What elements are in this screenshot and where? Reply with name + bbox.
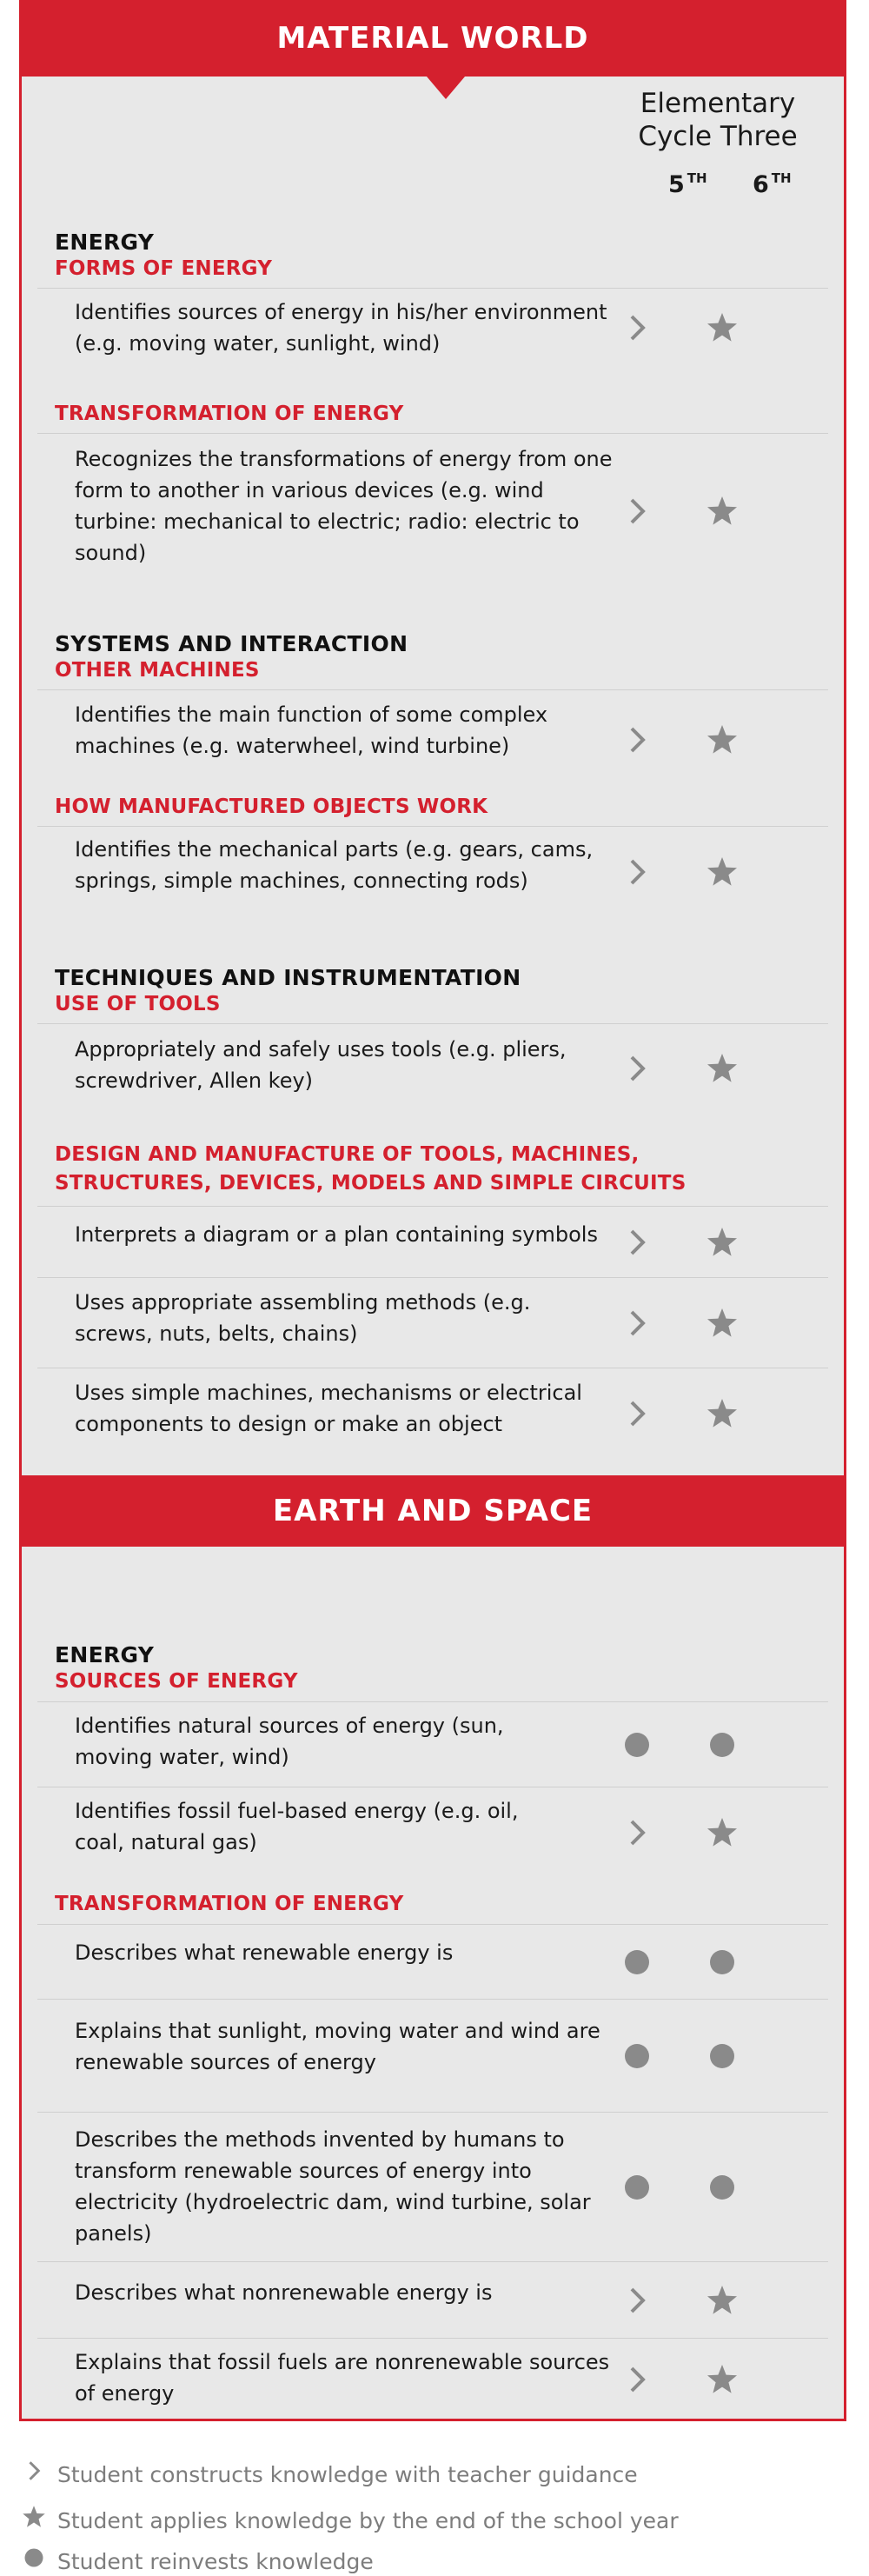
column-header-level	[618, 87, 818, 153]
subsection-forms-of-energy: FORMS OF ENERGY	[55, 257, 273, 280]
section-energy: ENERGY	[55, 230, 155, 255]
subsection-design-and-manufacture: DESIGN AND MANUFACTURE OF TOOLS, MACHINES, STRUCTURES, DEVICES, MODELS AND SIMPLE CIRCUITS	[55, 1143, 687, 1195]
star-icon	[21, 2504, 47, 2530]
grade-5-chevron-right-icon	[620, 310, 654, 345]
row-text: Identifies fossil fuel-based energy (e.g. oil, coal, natural gas)	[75, 1799, 519, 1854]
table-row	[37, 1787, 828, 1877]
earth-and-space-banner: EARTH AND SPACE	[22, 1475, 844, 1547]
table-row	[37, 1701, 828, 1787]
grade-6-dot-icon	[705, 1727, 740, 1762]
row-text: Recognizes the transformations of energy from one form to another in various devices (e.g. wind turbine: mechanical to electric; radio: electric to sound)	[75, 447, 613, 565]
grade-5-header: 5 $^{TH}$	[668, 170, 707, 198]
row-text: Identifies natural sources of energy (sun, moving water, wind)	[75, 1714, 504, 1769]
table-row	[37, 1206, 828, 1277]
grade-5-chevron-right-icon	[620, 2283, 654, 2318]
grade-6-star-icon	[705, 722, 740, 757]
grade-6-star-icon	[705, 1815, 740, 1850]
table-row	[37, 433, 828, 588]
column-header-line1: Elementary	[640, 88, 796, 119]
row-text: Identifies the main function of some complex machines (e.g. waterwheel, wind turbine)	[75, 702, 548, 758]
grade-6-star-icon	[705, 1051, 740, 1086]
column-header-line2: Cycle Three	[638, 121, 798, 152]
grade-6-star-icon	[705, 855, 740, 889]
dot-icon	[21, 2545, 47, 2571]
subsection-transformation-of-energy: TRANSFORMATION OF ENERGY	[55, 403, 404, 425]
subsection-other-machines: OTHER MACHINES	[55, 659, 260, 682]
subsection-sources-of-energy: SOURCES OF ENERGY	[55, 1670, 298, 1693]
legend-guidance-text: Student constructs knowledge with teacher guidance	[57, 2462, 638, 2487]
legend-applies-text: Student applies knowledge by the end of the school year	[57, 2508, 679, 2533]
table-row	[37, 1277, 828, 1368]
table-row	[37, 2261, 828, 2338]
table-row	[37, 826, 828, 916]
banner-notch	[427, 77, 465, 99]
grade-5-chevron-right-icon	[620, 1815, 654, 1850]
grade-5-dot-icon	[620, 1945, 654, 1980]
row-text: Explains that fossil fuels are nonrenewable sources of energy	[75, 2350, 610, 2406]
grade-6-star-icon	[705, 2362, 740, 2397]
subsection-how-manufactured-objects-work: HOW MANUFACTURED OBJECTS WORK	[55, 795, 488, 818]
row-text: Describes what nonrenewable energy is	[75, 2280, 493, 2305]
grade-6-header: 6 $^{TH}$	[753, 170, 792, 198]
section-techniques-and-instrumentation: TECHNIQUES AND INSTRUMENTATION	[55, 965, 521, 990]
grade-6-dot-icon	[705, 2039, 740, 2073]
row-text: Uses appropriate assembling methods (e.g. screws, nuts, belts, chains)	[75, 1290, 531, 1346]
row-text: Explains that sunlight, moving water and wind are renewable sources of energy	[75, 2019, 600, 2074]
row-text: Describes the methods invented by humans to transform renewable sources of energy into electricity (hydroelectric dam, wind turbine, solar panels)	[75, 2127, 591, 2246]
grade-5-dot-icon	[620, 1727, 654, 1762]
grade-6-star-icon	[705, 1396, 740, 1431]
row-text: Identifies sources of energy in his/her environment (e.g. moving water, sunlight, wind)	[75, 300, 607, 356]
row-text: Interprets a diagram or a plan containing symbols	[75, 1222, 598, 1247]
grade-5-chevron-right-icon	[620, 722, 654, 757]
grade-5-dot-icon	[620, 2170, 654, 2205]
row-text: Uses simple machines, mechanisms or electrical components to design or make an object	[75, 1381, 582, 1436]
row-text: Identifies the mechanical parts (e.g. gears, cams, springs, simple machines, connecting rods)	[75, 837, 594, 893]
grade-6-star-icon	[705, 310, 740, 345]
chevron-right-icon	[21, 2458, 47, 2484]
material-world-banner: MATERIAL WORLD	[22, 0, 844, 77]
grade-5-chevron-right-icon	[620, 494, 654, 529]
legend-reinvests-text: Student reinvests knowledge	[57, 2549, 374, 2574]
section-systems-and-interaction: SYSTEMS AND INTERACTION	[55, 631, 408, 656]
table-row	[37, 1023, 828, 1112]
row-text: Appropriately and safely uses tools (e.g. pliers, screwdriver, Allen key)	[75, 1037, 567, 1093]
subsection-use-of-tools: USE OF TOOLS	[55, 993, 221, 1015]
grade-5-dot-icon	[620, 2039, 654, 2073]
table-row	[37, 288, 828, 366]
grade-6-star-icon	[705, 2283, 740, 2318]
table-row	[37, 689, 828, 789]
section-energy: ENERGY	[55, 1642, 155, 1667]
grade-6-star-icon	[705, 1306, 740, 1341]
table-row	[37, 1999, 828, 2112]
grade-5-chevron-right-icon	[620, 1396, 654, 1431]
material-world-panel	[19, 0, 846, 1475]
grade-6-dot-icon	[705, 1945, 740, 1980]
table-row	[37, 1924, 828, 1999]
table-row	[37, 2112, 828, 2261]
table-row	[37, 1368, 828, 1458]
row-text: Describes what renewable energy is	[75, 1940, 454, 1965]
grade-6-star-icon	[705, 1225, 740, 1260]
table-row	[37, 2338, 828, 2419]
earth-and-space-panel	[19, 1475, 846, 2421]
grade-5-chevron-right-icon	[620, 1306, 654, 1341]
grade-5-chevron-right-icon	[620, 1051, 654, 1086]
grade-5-chevron-right-icon	[620, 2362, 654, 2397]
grade-5-chevron-right-icon	[620, 1225, 654, 1260]
grade-6-star-icon	[705, 494, 740, 529]
grade-6-dot-icon	[705, 2170, 740, 2205]
grade-5-chevron-right-icon	[620, 855, 654, 889]
subsection-transformation-of-energy: TRANSFORMATION OF ENERGY	[55, 1893, 404, 1915]
